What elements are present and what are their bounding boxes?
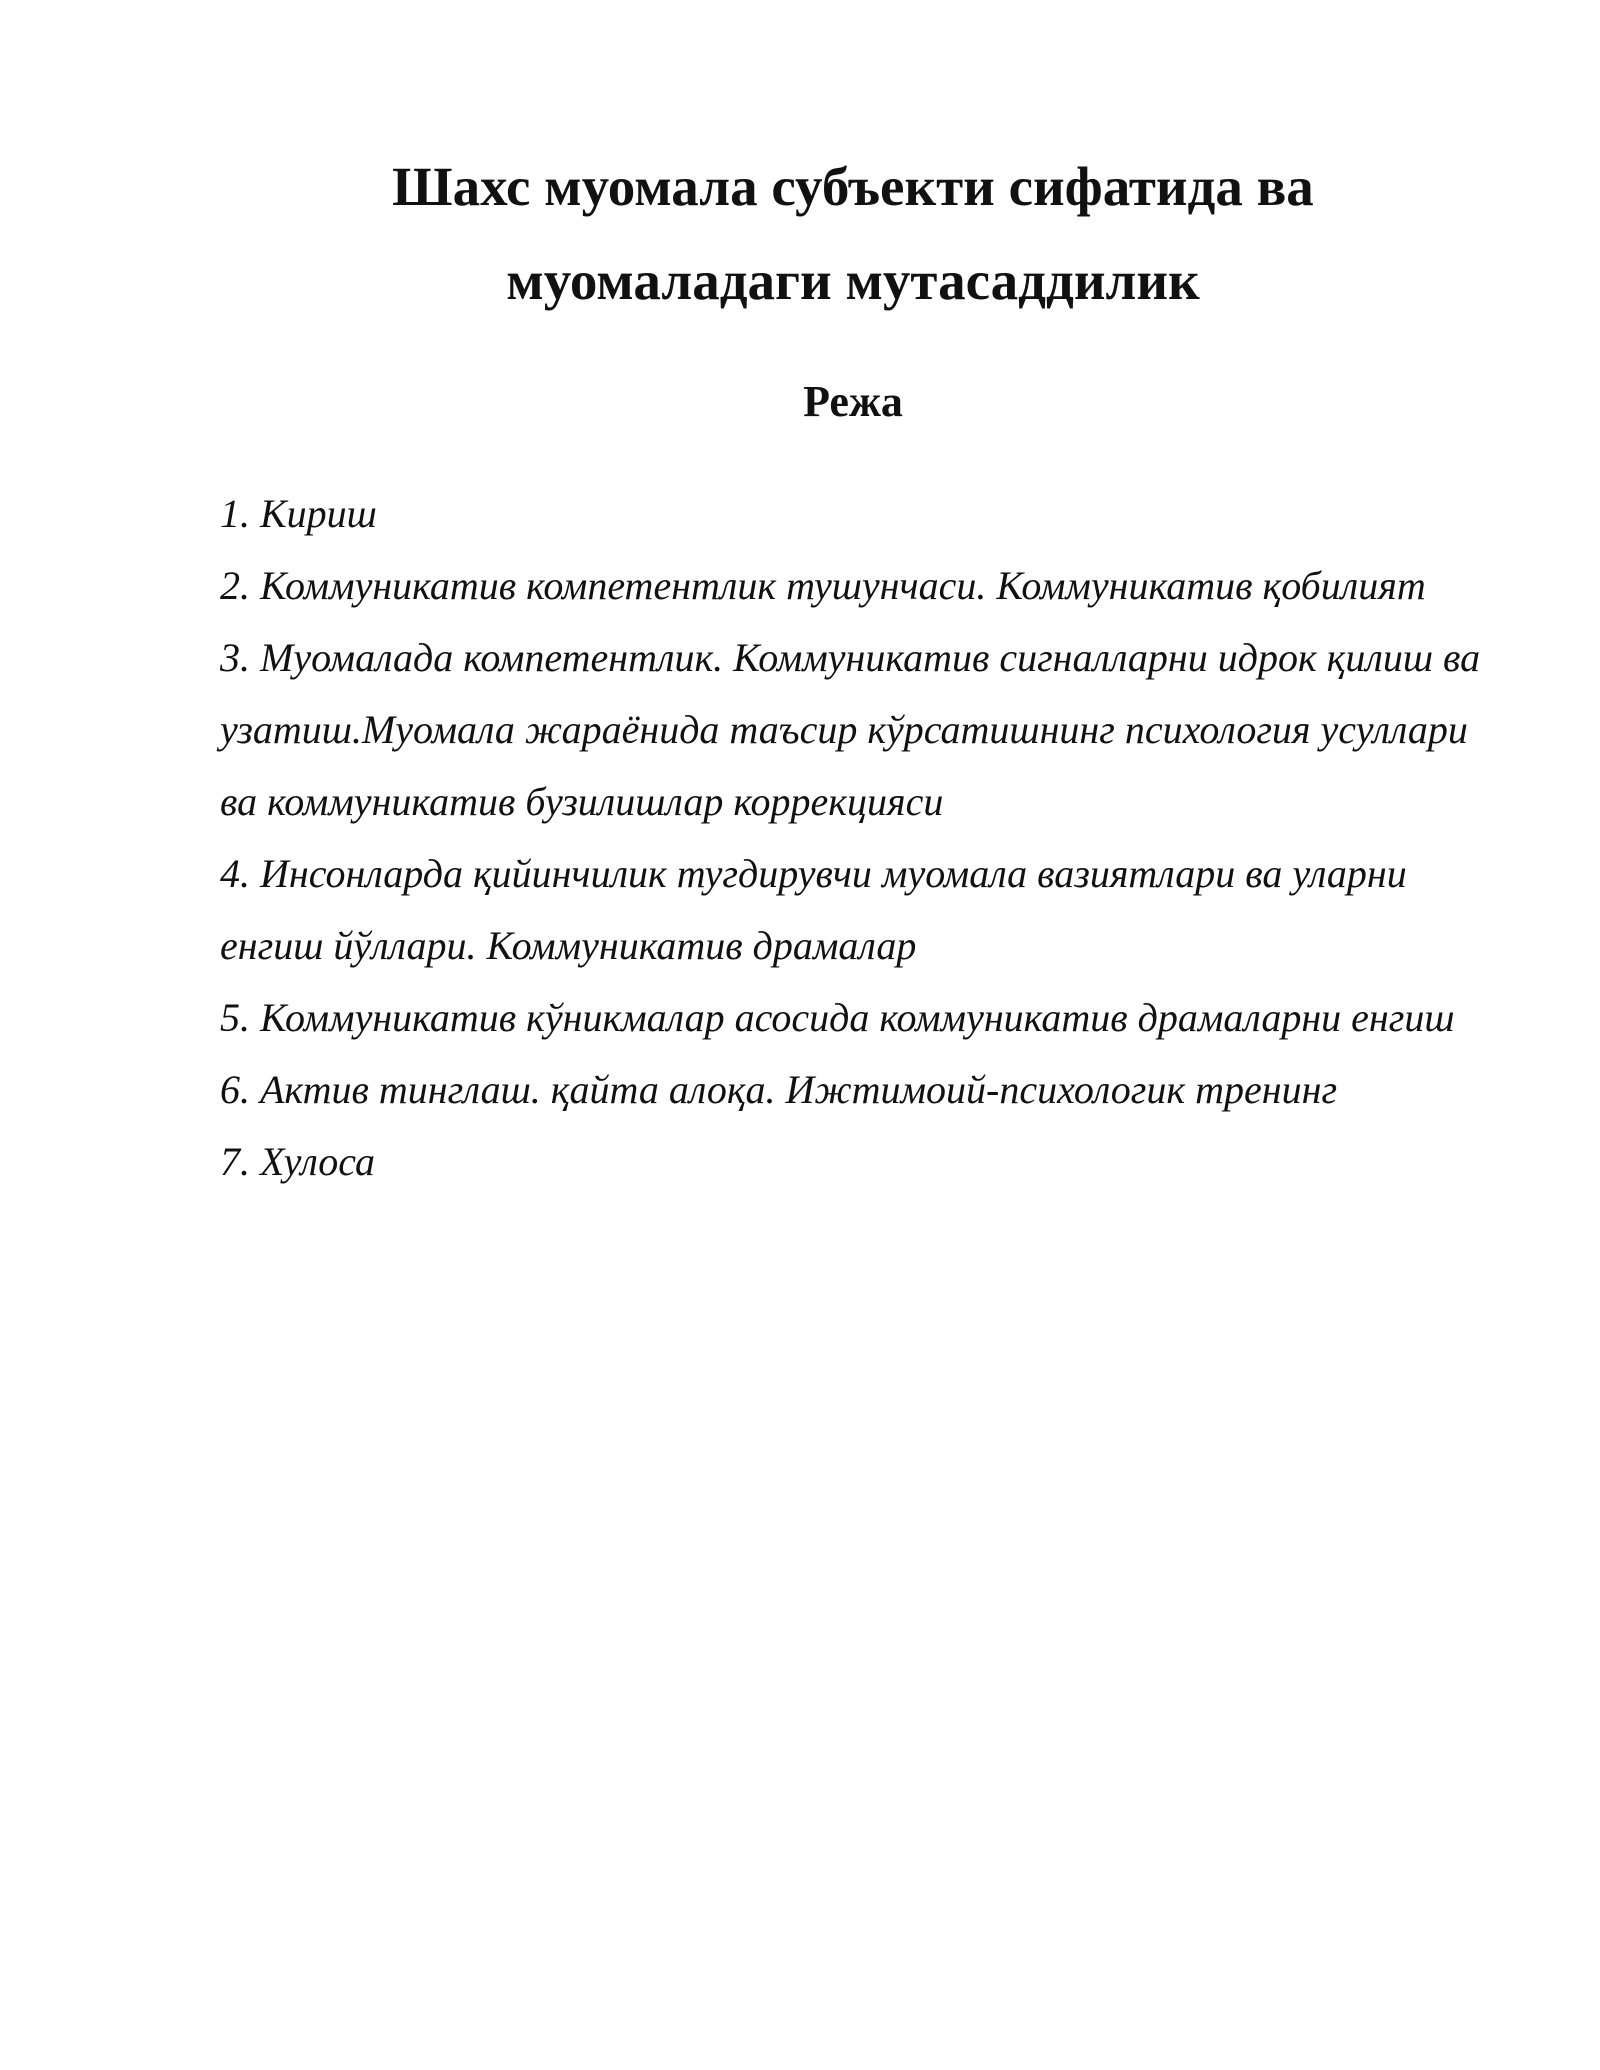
plan-item-1: 1. Кириш: [220, 491, 377, 536]
plan-item-7: 7. Хулоса: [220, 1139, 375, 1184]
title-line-2: муомаладаги мутасаддилик: [506, 250, 1200, 311]
document-title: [220, 140, 1486, 328]
plan-item-4: 4. Инсонларда қийинчилик тугдирувчи муомала вазиятлари ва уларни енгиш йўллари. Коммуникатив драмалар: [220, 851, 1407, 968]
plan-list: [220, 478, 1510, 1198]
title-line-1: Шахс муомала субъекти сифатида ва: [392, 156, 1314, 217]
plan-item-6: 6. Актив тинглаш. қайта алоқа. Ижтимоий-психологик тренинг: [220, 1067, 1338, 1112]
plan-heading: Режа: [803, 377, 903, 426]
plan-item-5: 5. Коммуникатив кўникмалар асосида коммуникатив драмаларни енгиш: [220, 995, 1455, 1040]
plan-item-3: 3. Муомалада компетентлик. Коммуникатив сигналларни идрок қилиш ва узатиш.Муомала жараёнида таъсир кўрсатишнинг психология усуллари ва коммуникатив бузилишлар коррекцияси: [220, 635, 1481, 824]
plan-item-2: 2. Коммуникатив компетентлик тушунчаси. Коммуникатив қобилият: [220, 563, 1426, 608]
